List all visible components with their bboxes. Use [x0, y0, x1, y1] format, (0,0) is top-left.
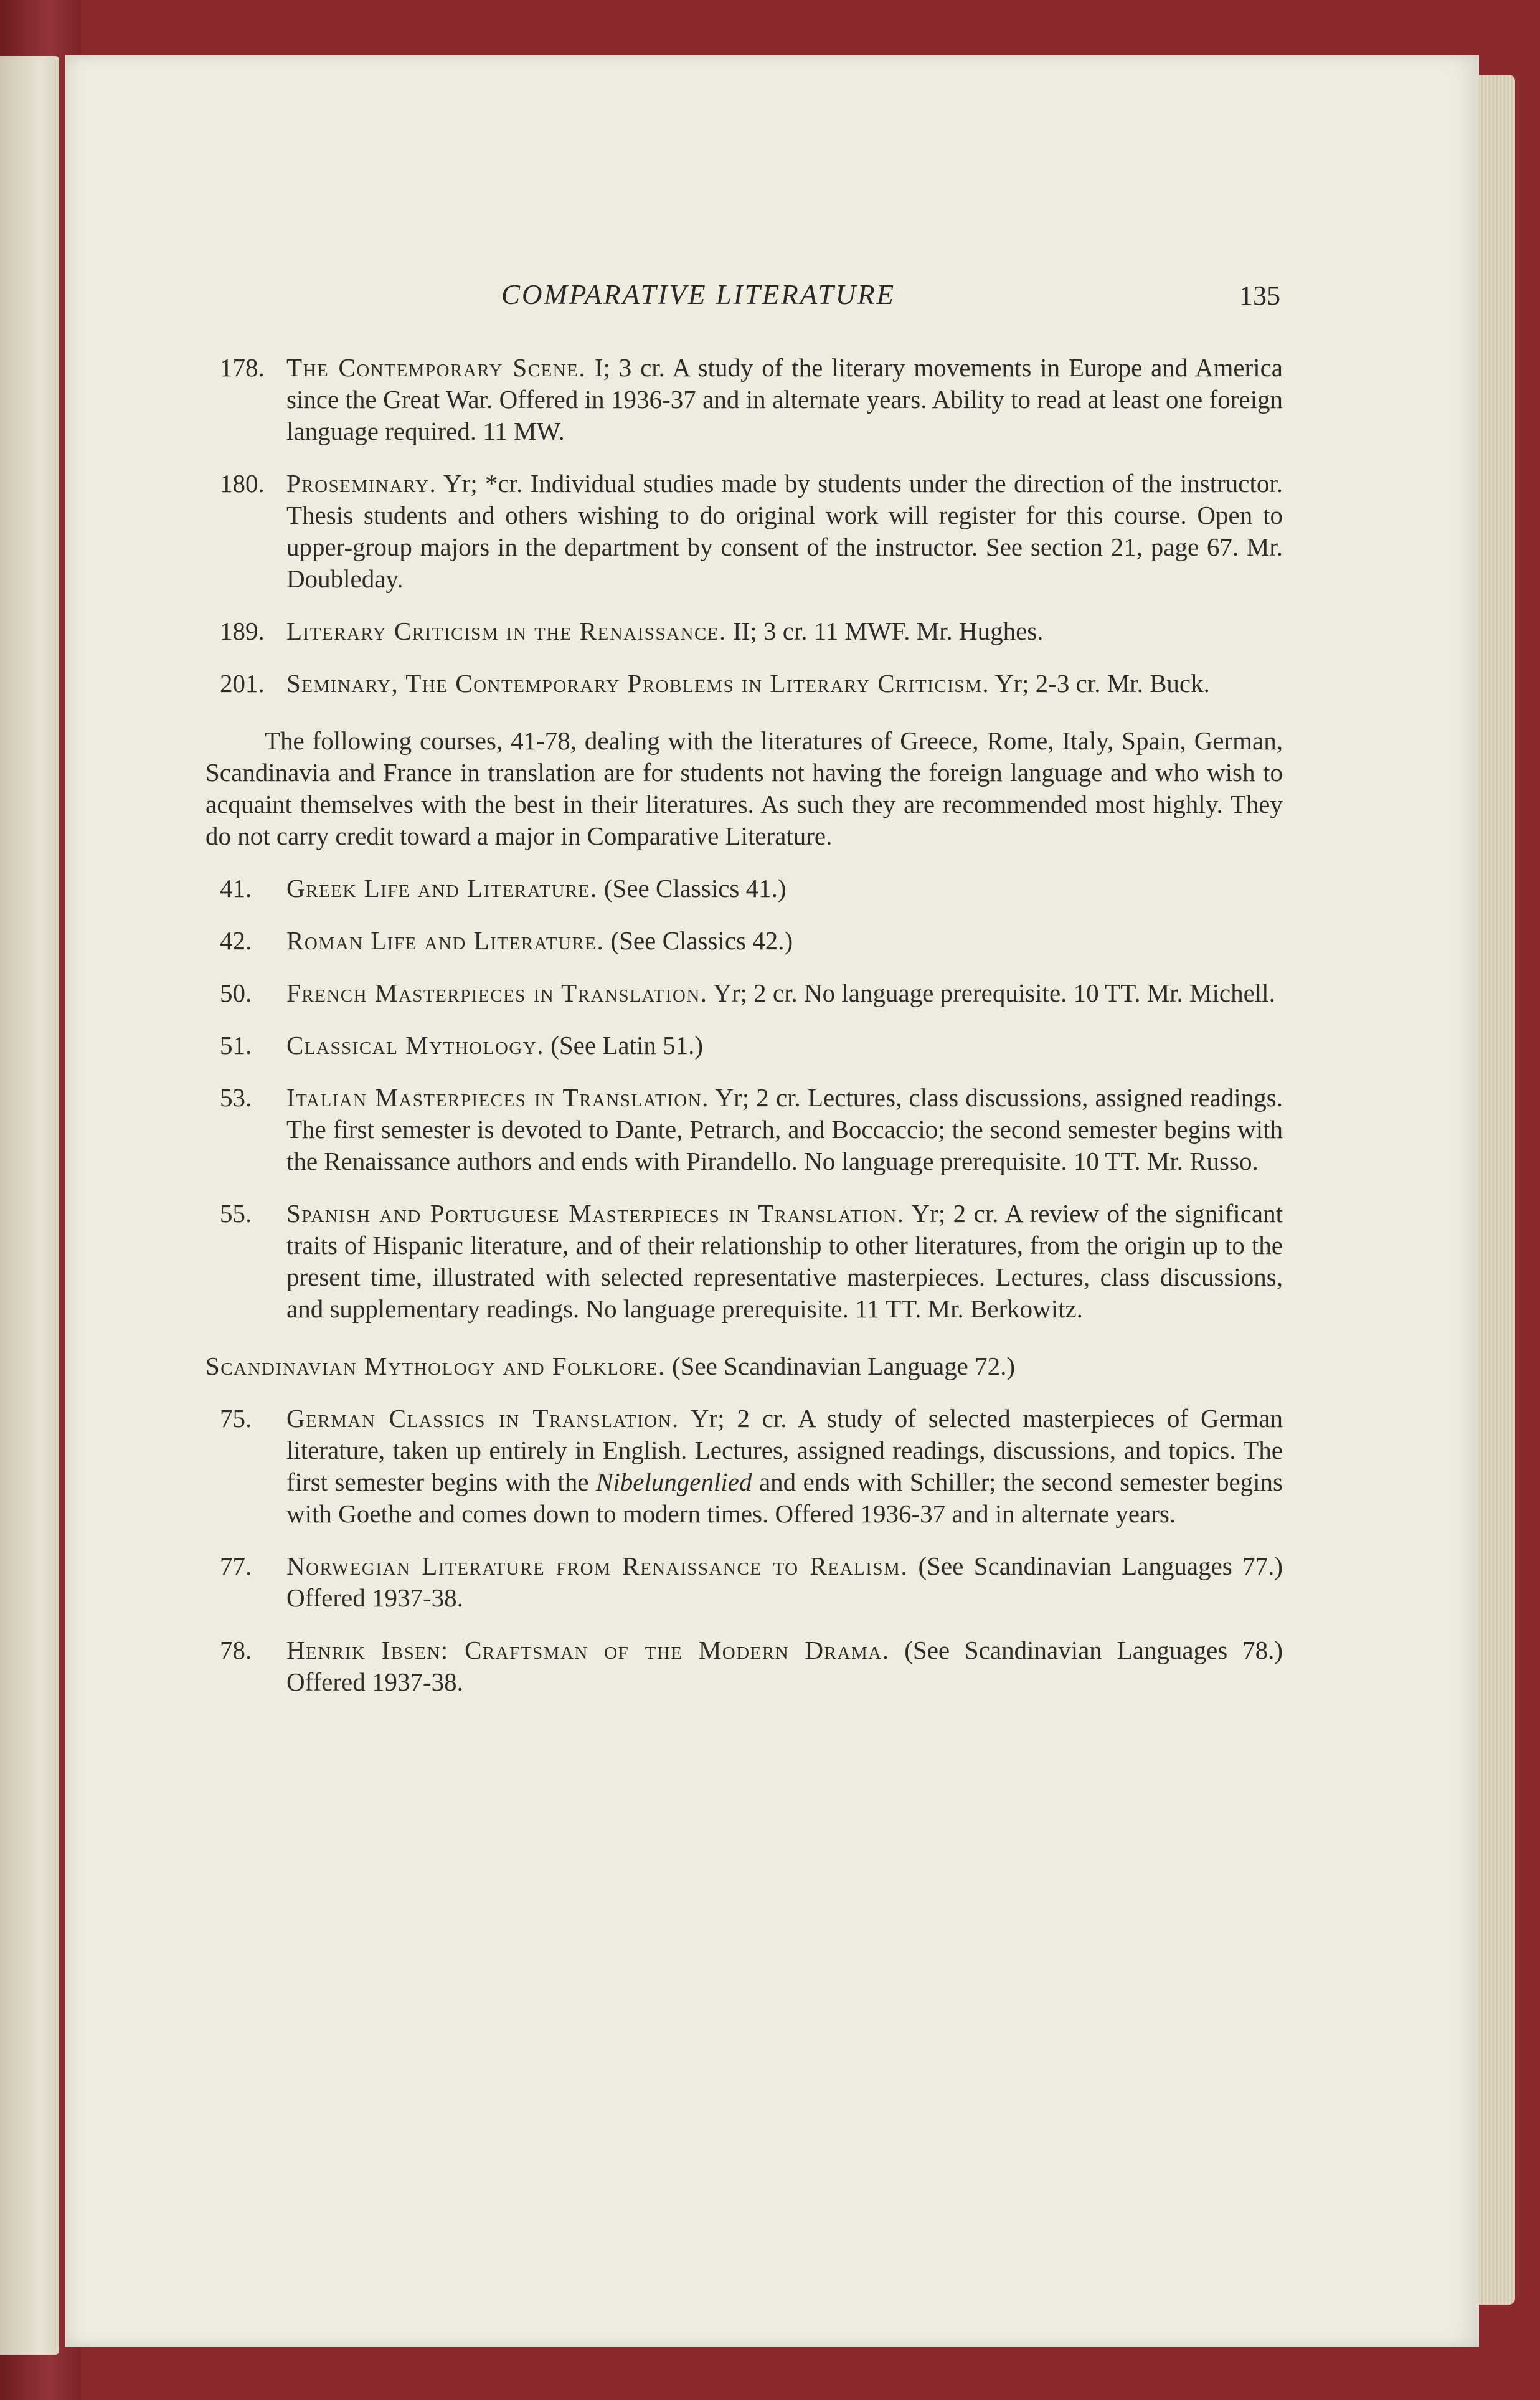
course-entry	[205, 1030, 1283, 1061]
course-number: 75.	[220, 1404, 252, 1433]
course-title: Seminary, The Contemporary Problems in Literary Criticism.	[286, 669, 990, 698]
course-title: Literary Criticism in the Renaissance.	[286, 617, 727, 645]
intro-paragraph: The following courses, 41-78, dealing with the literatures of Greece, Rome, Italy, Spain, German, Scandinavia and France in translation are for students not having the foreign language and who wish to acquaint themselves with the best in their literatures. As such they are recommended most highly. They do not carry credit toward a major in Comparative Literature.	[205, 726, 1283, 850]
course-entry	[205, 1550, 1283, 1614]
course-number: 201.	[220, 669, 265, 698]
course-description: Yr; *cr. Individual studies made by students under the direction of the instructor. Thesis students and others wishing to do original work will register for this course. Open to upper-group majors in the department by consent of the instructor. See section 21, page 67. Mr. Doubleday.	[286, 469, 1283, 593]
course-description: (See Scandinavian Languages 78.) Offered 1937-38.	[286, 1636, 1283, 1696]
course-title: Norwegian Literature from Renaissance to Realism.	[286, 1552, 909, 1580]
course-description: Yr; 2 cr. A review of the significant traits of Hispanic literature, and of their relationship to other literatures, from the origin up to the present time, illustrated with selected representative masterpieces. Lectures, class discussions, and supplementary readings. No language prerequisite. 11 TT. Mr. Berkowitz.	[286, 1199, 1283, 1323]
page-number: 135	[1239, 280, 1280, 311]
course-number: 41.	[220, 874, 252, 903]
course-title: French Masterpieces in Translation.	[286, 979, 708, 1007]
course-description: I; 3 cr. A study of the literary movements in Europe and America since the Great War. Offered in 1936-37 and in alternate years. Ability to read at least one foreign language required. 11 MW.	[286, 353, 1283, 445]
course-description: II; 3 cr. 11 MWF. Mr. Hughes.	[726, 617, 1044, 645]
course-description: (See Classics 42.)	[604, 926, 793, 955]
course-description: Yr; 2 cr. Lectures, class discussions, assigned readings. The first semester is devoted to Dante, Petrarch, and Boccaccio; the second semester begins with the Renaissance authors and ends with Pirandello. No language prerequisite. 10 TT. Mr. Russo.	[286, 1083, 1283, 1175]
course-description: Yr; 2 cr. A study of selected masterpieces of German literature, taken up entirely in English. Lectures, assigned readings, discussions, and topics. The first semester begins with the	[286, 1404, 1283, 1496]
course-entry	[205, 668, 1283, 700]
scandinavian-course	[205, 1350, 1283, 1382]
course-entry	[205, 1082, 1283, 1177]
course-entry	[205, 1634, 1283, 1698]
course-title: Greek Life and Literature.	[286, 874, 598, 903]
course-description-cont: and ends with Schiller; the second semester begins with Goethe and comes down to modern times. Offered 1936-37 and in alternate years.	[286, 1468, 1283, 1528]
course-entry	[205, 977, 1283, 1009]
course-entry	[205, 1403, 1283, 1530]
course-entry	[205, 352, 1283, 447]
running-header: COMPARATIVE LITERATURE	[501, 279, 896, 310]
course-entry	[205, 925, 1283, 957]
course-entry	[205, 873, 1283, 904]
course-title: German Classics in Translation.	[286, 1404, 679, 1433]
course-entry	[205, 615, 1283, 647]
course-title: Henrik Ibsen: Craftsman of the Modern Drama.	[286, 1636, 890, 1664]
course-title: Classical Mythology.	[286, 1031, 544, 1060]
course-description: Yr; 2 cr. No language prerequisite. 10 TT. Mr. Michell.	[707, 979, 1275, 1007]
italic-title: Nibelungenlied	[595, 1468, 752, 1496]
course-number: 178.	[220, 353, 265, 382]
course-title: Spanish and Portuguese Masterpieces in Translation.	[286, 1199, 905, 1228]
course-title: Roman Life and Literature.	[286, 926, 605, 955]
course-number: 77.	[220, 1552, 252, 1580]
course-entry	[205, 468, 1283, 595]
course-description: (See Classics 41.)	[597, 874, 787, 903]
course-number: 50.	[220, 979, 252, 1007]
facing-page-edge	[0, 56, 59, 2355]
course-title: Proseminary.	[286, 469, 437, 498]
course-number: 42.	[220, 926, 252, 955]
course-description: (See Latin 51.)	[544, 1031, 703, 1060]
course-number: 55.	[220, 1199, 252, 1228]
course-title: Scandinavian Mythology and Folklore.	[205, 1352, 666, 1380]
course-number: 189.	[220, 617, 265, 645]
page-content	[205, 352, 1283, 1719]
course-description: (See Scandinavian Language 72.)	[665, 1352, 1016, 1380]
course-title: Italian Masterpieces in Translation.	[286, 1083, 709, 1112]
course-description: (See Scandinavian Languages 77.) Offered 1937-38.	[286, 1552, 1283, 1612]
course-description: Yr; 2-3 cr. Mr. Buck.	[990, 669, 1210, 698]
course-number: 78.	[220, 1636, 252, 1664]
course-title: The Contemporary Scene.	[286, 353, 587, 382]
course-number: 180.	[220, 469, 265, 498]
course-number: 53.	[220, 1083, 252, 1112]
course-entry	[205, 1198, 1283, 1325]
course-number: 51.	[220, 1031, 252, 1060]
